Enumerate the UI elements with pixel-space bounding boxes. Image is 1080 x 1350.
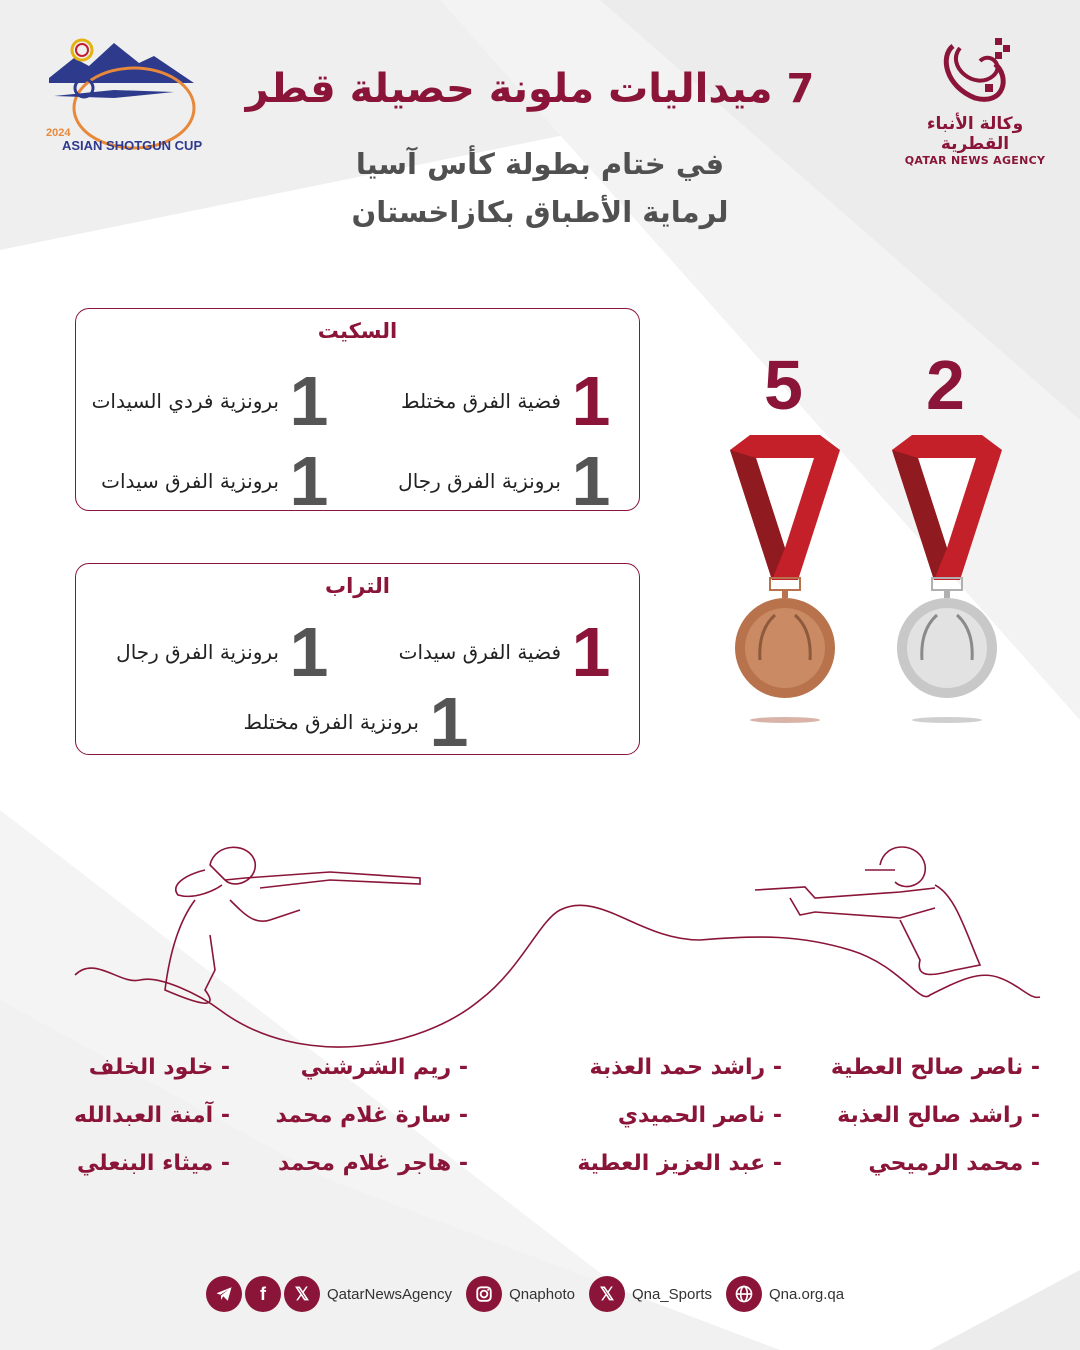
trap-title: التراب: [324, 574, 391, 598]
trap-item: [398, 613, 611, 691]
medal-label: برونزية الفرق سيدات: [101, 469, 279, 493]
trap-item: [243, 683, 469, 761]
website-link[interactable]: Qna.org.qa: [769, 1285, 845, 1303]
athlete-name: - راشد صالح العذبة: [837, 1103, 1040, 1128]
bronze-total: 5: [764, 346, 803, 424]
athlete-name: - ناصر صالح العطية: [830, 1055, 1040, 1080]
athletes-column-4: [74, 1044, 230, 1188]
athlete-name: - ناصر الحميدي: [617, 1103, 782, 1128]
asian-shotgun-cup-logo: [44, 38, 204, 158]
medal-label: فضية الفرق سيدات: [398, 640, 561, 664]
skeet-title: السكيت: [317, 319, 398, 343]
medal-label: فضية الفرق مختلط: [401, 389, 561, 413]
subtitle-line-2: لرماية الأطباق بكازاخستان: [351, 195, 729, 229]
athlete-name: - ميثاء البنعلي: [77, 1151, 230, 1176]
athlete-name: - محمد الرميحي: [868, 1151, 1040, 1176]
skeet-item: [101, 442, 329, 520]
athlete-name: - آمنة العبدالله: [74, 1103, 230, 1128]
skeet-results-card: [75, 308, 640, 520]
skeet-item: [401, 362, 611, 440]
qna-arabic-name: وكالة الأنباء القطرية: [926, 114, 1024, 154]
instagram-handle[interactable]: Qnaphoto: [509, 1285, 575, 1303]
athlete-name: - ريم الشرشني: [300, 1055, 468, 1080]
telegram-icon[interactable]: [206, 1276, 242, 1312]
trap-results-card: [75, 563, 640, 761]
social-handle-main[interactable]: QatarNewsAgency: [327, 1285, 453, 1303]
skeet-item: [91, 362, 329, 440]
page-subtitle: [300, 140, 780, 236]
page-title: 7 ميداليات ملونة حصيلة قطر: [245, 66, 815, 112]
medal-count: 1: [571, 613, 611, 691]
medal-count: 1: [571, 362, 611, 440]
silver-medal-icon: [882, 430, 1012, 730]
x-sports-icon[interactable]: 𝕏: [589, 1276, 625, 1312]
athlete-name: - راشد حمد العذبة: [589, 1055, 782, 1080]
social-footer: [206, 1276, 858, 1312]
athlete-name: - خلود الخلف: [88, 1055, 230, 1080]
medal-label: برونزية الفرق رجال: [116, 640, 279, 664]
event-year: 2024: [46, 127, 71, 139]
qna-emblem-icon: [935, 36, 1015, 108]
athletes-column-2: [577, 1044, 782, 1188]
athletes-column-1: [831, 1044, 1040, 1188]
athlete-name: - هاجر غلام محمد: [278, 1151, 468, 1176]
athletes-column-3: [276, 1044, 468, 1188]
shooters-line-art: [0, 820, 1080, 1050]
medal-count: 1: [289, 362, 329, 440]
medal-count: 1: [289, 442, 329, 520]
medal-count: 1: [289, 613, 329, 691]
svg-text:ASIAN SHOTGUN CUP: ASIAN SHOTGUN CUP: [62, 138, 203, 153]
instagram-icon[interactable]: [466, 1276, 502, 1312]
x-icon[interactable]: 𝕏: [284, 1276, 320, 1312]
subtitle-line-1: في ختام بطولة كأس آسيا: [355, 147, 725, 181]
medal-count: 1: [571, 442, 611, 520]
facebook-icon[interactable]: f: [245, 1276, 281, 1312]
globe-icon[interactable]: [726, 1276, 762, 1312]
athlete-name: - عبد العزيز العطية: [577, 1151, 782, 1176]
trap-item: [116, 613, 329, 691]
qna-logo: [900, 36, 1050, 167]
medal-label: برونزية فردي السيدات: [91, 389, 279, 413]
x-sports-handle[interactable]: Qna_Sports: [631, 1285, 712, 1303]
medal-label: برونزية الفرق رجال: [398, 469, 561, 493]
qna-english-name: QATAR NEWS AGENCY: [904, 154, 1046, 167]
athlete-name: - سارة غلام محمد: [275, 1103, 468, 1128]
skeet-item: [398, 442, 611, 520]
silver-total: 2: [926, 346, 965, 424]
medal-count: 1: [429, 683, 469, 761]
medal-label: برونزية الفرق مختلط: [243, 710, 419, 734]
bronze-medal-icon: [720, 430, 850, 730]
